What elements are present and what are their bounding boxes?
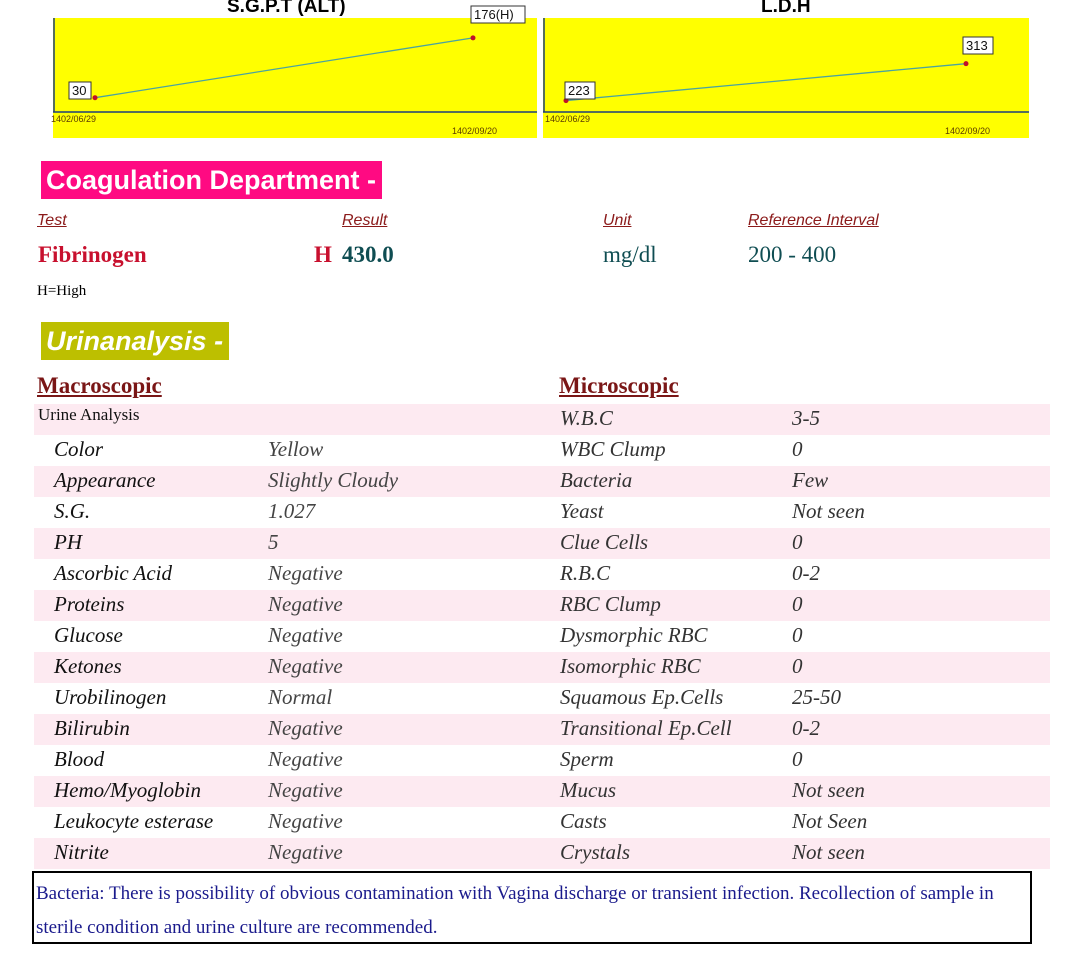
macroscopic-value: Negative: [268, 809, 343, 833]
col-head-unit: Unit: [603, 212, 632, 229]
fibrinogen-unit: mg/dl: [603, 242, 657, 267]
table-row: [34, 466, 1050, 497]
macroscopic-label: Ascorbic Acid: [54, 561, 173, 585]
microscopic-value: 0: [792, 623, 803, 647]
microscopic-value: 0: [792, 437, 803, 461]
microscopic-value: 0: [792, 654, 803, 678]
macroscopic-value: Yellow: [268, 437, 324, 461]
microscopic-value: 25-50: [792, 685, 841, 709]
microscopic-label: Mucus: [560, 778, 616, 802]
chart-background: [543, 18, 1029, 138]
col-head-result: Result: [342, 212, 388, 229]
col-head-test: Test: [37, 212, 67, 229]
bacteria-note: Bacteria: There is possibility of obvious contamination with Vagina discharge or transient infection. Recollection of sample in sterile condition and urine culture are recommended.: [32, 871, 1032, 944]
macroscopic-value: Negative: [268, 716, 343, 740]
microscopic-label: WBC Clump: [560, 437, 666, 461]
table-row: [34, 528, 1050, 559]
macroscopic-label: Appearance: [54, 468, 156, 492]
table-row: [34, 714, 1050, 745]
x-tick-label: 1402/06/29: [51, 114, 97, 124]
data-label: 313: [966, 38, 988, 53]
microscopic-value: Not seen: [792, 499, 865, 523]
macroscopic-heading: Macroscopic: [37, 373, 162, 398]
microscopic-value: Not seen: [792, 840, 865, 864]
macroscopic-value: 1.027: [268, 499, 316, 523]
chart-background: [53, 18, 537, 138]
macroscopic-label: Urobilinogen: [54, 685, 167, 709]
table-row: [34, 435, 1050, 466]
microscopic-value: 0: [792, 747, 803, 771]
ldh-chart: [541, 0, 1031, 138]
microscopic-label: Casts: [560, 809, 607, 833]
microscopic-value: 3-5: [792, 406, 820, 430]
macroscopic-value: Negative: [268, 623, 343, 647]
microscopic-label: Transitional Ep.Cell: [560, 716, 732, 740]
x-tick-label: 1402/09/20: [452, 126, 498, 136]
microscopic-label: Crystals: [560, 840, 631, 864]
macroscopic-label: Glucose: [54, 623, 123, 647]
microscopic-value: 0: [792, 592, 803, 616]
microscopic-label: RBC Clump: [560, 592, 661, 616]
fibrinogen-result: 430.0: [342, 242, 394, 267]
table-row: [34, 683, 1050, 714]
sgpt-chart-svg: [47, 0, 537, 138]
x-tick-label: 1402/06/29: [545, 114, 591, 124]
macroscopic-value: Normal: [268, 685, 333, 709]
table-row: [34, 776, 1050, 807]
microscopic-label: Dysmorphic RBC: [560, 623, 708, 647]
macroscopic-label: Nitrite: [54, 840, 109, 864]
microscopic-value: 0: [792, 530, 803, 554]
microscopic-label: W.B.C: [560, 406, 613, 430]
ldh-chart-svg: [541, 0, 1031, 138]
table-row: [34, 559, 1050, 590]
macroscopic-label: Ketones: [54, 654, 122, 678]
macroscopic-label: PH: [54, 530, 82, 554]
microscopic-label: Isomorphic RBC: [560, 654, 701, 678]
macroscopic-value: Negative: [268, 840, 343, 864]
table-row: [34, 807, 1050, 838]
microscopic-value: Not Seen: [792, 809, 868, 833]
data-point: [93, 95, 98, 100]
macroscopic-value: 5: [268, 530, 279, 554]
macroscopic-label: Urine Analysis: [38, 405, 140, 424]
macroscopic-label: Hemo/Myoglobin: [54, 778, 201, 802]
microscopic-label: Squamous Ep.Cells: [560, 685, 724, 709]
macroscopic-value: Negative: [268, 747, 343, 771]
data-point: [964, 61, 969, 66]
fibrinogen-flag: H: [314, 242, 332, 267]
data-point: [471, 35, 476, 40]
macroscopic-label: Color: [54, 437, 104, 461]
fibrinogen-reference: 200 - 400: [748, 242, 837, 267]
data-label: 223: [568, 83, 590, 98]
microscopic-value: 0-2: [792, 561, 820, 585]
sgpt-chart: [47, 0, 537, 138]
macroscopic-value: Negative: [268, 654, 343, 678]
table-row: [34, 745, 1050, 776]
macroscopic-value: Negative: [268, 561, 343, 585]
x-tick-label: 1402/09/20: [945, 126, 991, 136]
data-label: 30: [72, 83, 87, 98]
flag-legend: H=High: [37, 283, 87, 299]
table-row: [34, 621, 1050, 652]
urinalysis-table: [34, 404, 1050, 869]
table-row: [34, 404, 1050, 435]
microscopic-label: Bacteria: [560, 468, 633, 492]
table-row: [34, 652, 1050, 683]
table-row: [34, 497, 1050, 528]
microscopic-heading: Microscopic: [559, 373, 679, 398]
macroscopic-label: Bilirubin: [54, 716, 130, 740]
microscopic-value: Not seen: [792, 778, 865, 802]
table-row: [34, 838, 1050, 869]
ldh-chart-title: L.D.H: [761, 0, 811, 17]
microscopic-label: Clue Cells: [560, 530, 649, 554]
macroscopic-value: Negative: [268, 778, 343, 802]
sgpt-chart-title: S.G.P.T (ALT): [227, 0, 346, 17]
microscopic-value: 0-2: [792, 716, 820, 740]
microscopic-value: Few: [792, 468, 829, 492]
data-label: 176(H): [474, 7, 514, 22]
macroscopic-label: Blood: [54, 747, 105, 771]
col-head-reference: Reference Interval: [748, 212, 879, 229]
urinalysis-header: Urinanalysis -: [41, 322, 229, 360]
macroscopic-label: Proteins: [54, 592, 125, 616]
macroscopic-label: Leukocyte esterase: [54, 809, 214, 833]
microscopic-label: Yeast: [560, 499, 604, 523]
table-row: [34, 590, 1050, 621]
microscopic-label: Sperm: [560, 747, 614, 771]
microscopic-label: R.B.C: [560, 561, 611, 585]
macroscopic-value: Negative: [268, 592, 343, 616]
macroscopic-value: Slightly Cloudy: [268, 468, 399, 492]
coagulation-header: Coagulation Department -: [41, 161, 382, 199]
fibrinogen-test-name: Fibrinogen: [38, 242, 147, 267]
macroscopic-label: S.G.: [54, 499, 91, 523]
